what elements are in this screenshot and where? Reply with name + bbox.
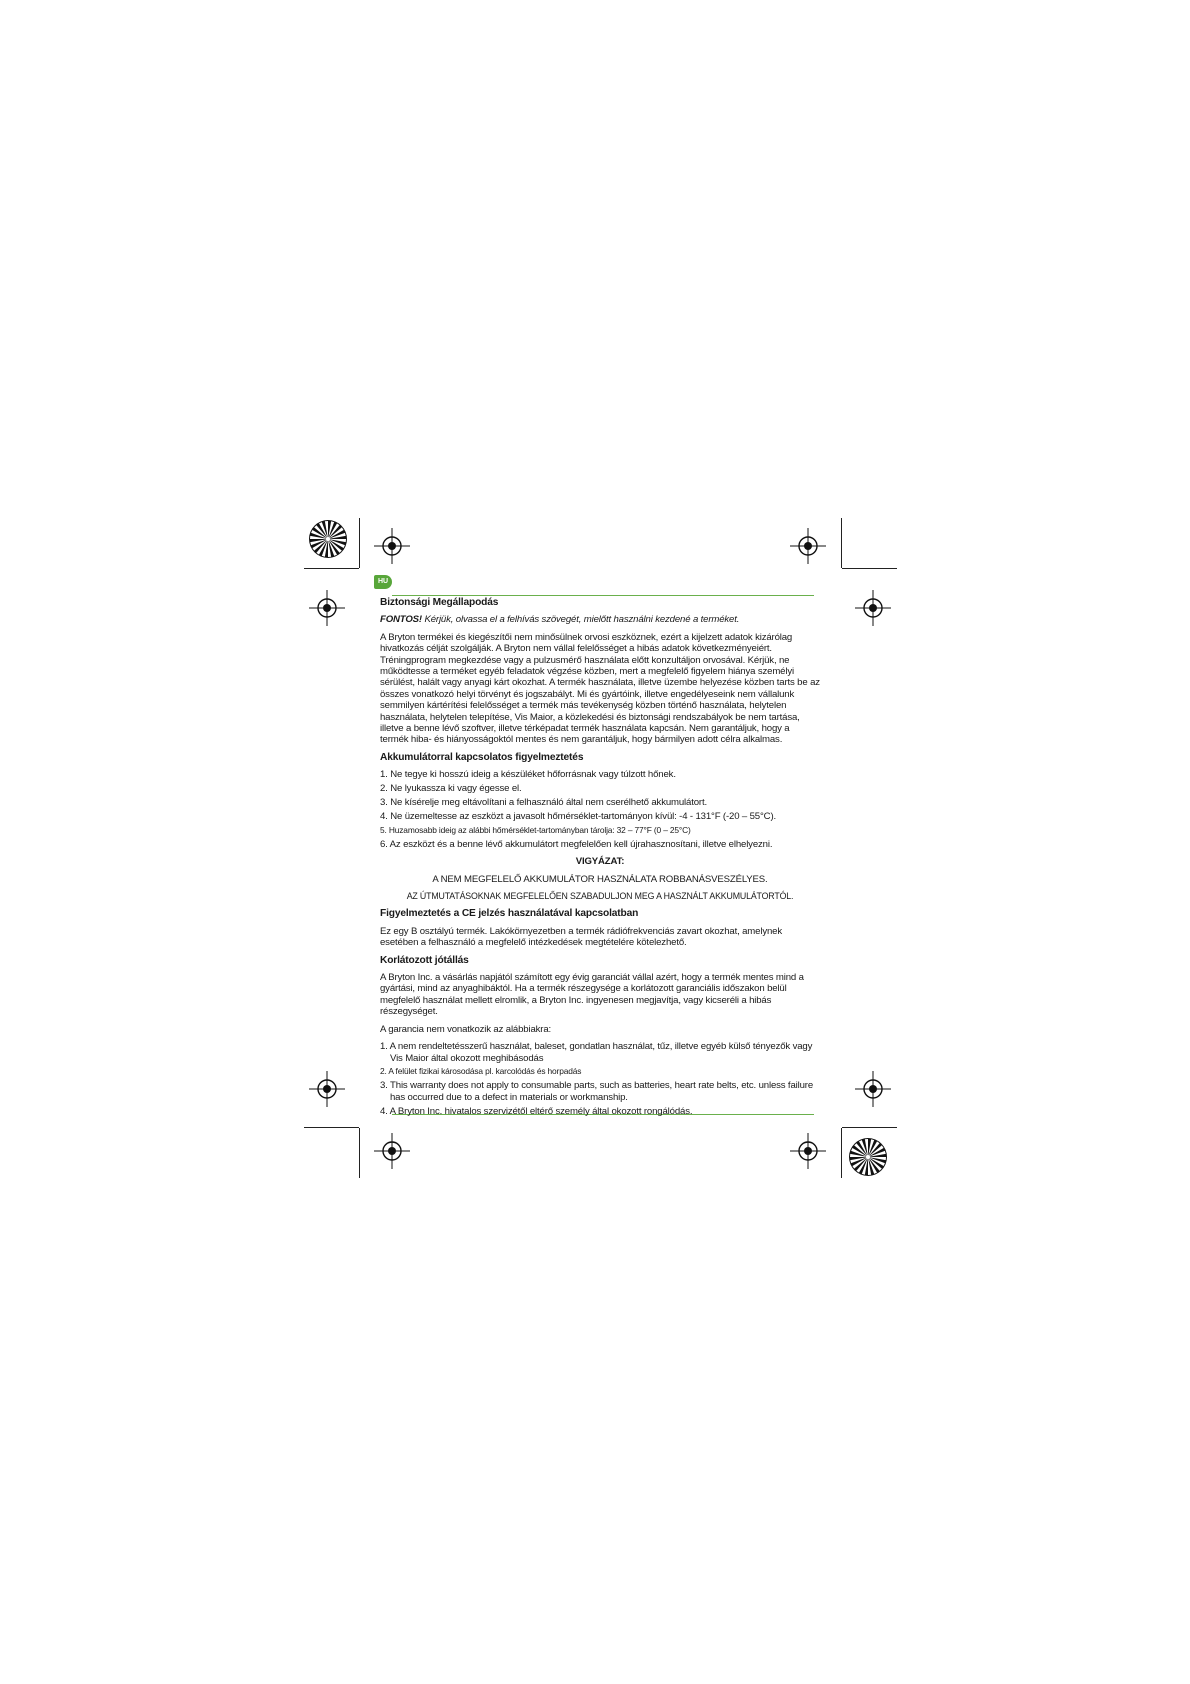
registration-mark-icon — [789, 1132, 827, 1170]
top-rule — [392, 595, 814, 596]
battery-list — [380, 769, 820, 850]
important-text: Kérjük, olvassa el a felhívás szövegét, mielőtt használni kezdené a terméket. — [424, 614, 740, 626]
registration-mark-icon — [373, 527, 411, 565]
crop-line-br-h — [842, 1127, 897, 1128]
crop-line-tr-v — [841, 518, 842, 568]
list-item: 4. Ne üzemeltesse az eszközt a javasolt hőmérséklet-tartományon kívül: -4 - 131°F (-20 – 55°C). — [380, 811, 777, 822]
registration-mark-icon — [854, 589, 892, 627]
star-target-icon — [848, 1137, 888, 1177]
warranty-exclusions-intro: A garancia nem vonatkozik az alábbiakra: — [380, 1023, 552, 1035]
warranty-text: A Bryton Inc. a vásárlás napjától számított egy évig garanciát vállal azért, hogy a termék mentes mind a gyártási, mind az anyaghibáktól. Ha a termék részegysége a korlátozott garanciális időszakon belül megfelelő használat mellett elromlik, a Bryton Inc. ingyenesen megjavítja, vagy kicseréli a hibás részegységet. — [380, 972, 804, 1018]
list-item: 2. A felület fizikai károsodása pl. karcolódás és horpadás — [380, 1066, 582, 1077]
caution-title: VIGYÁZAT: — [575, 856, 625, 868]
important-label: FONTOS! — [380, 614, 422, 626]
language-tag-icon: HU — [374, 575, 392, 589]
ce-text: Ez egy B osztályú termék. Lakókörnyezetben a termék rádiófrekvenciás zavart okozhat, amelynek esetében a felhasználó a megfelelő intézkedések megtételére kötelezhető. — [380, 925, 782, 949]
list-item: 2. Ne lyukassza ki vagy égesse el. — [380, 783, 522, 795]
crop-line-bl-v — [359, 1128, 360, 1178]
intro-paragraph: A Bryton termékei és kiegészítői nem minősülnek orvosi eszköznek, ezért a kijelzett adatok kizárólag hivatkozás célját szolgálják. A Bryton nem vállal felelősséget a hibás adatok következményeiért. Tréningprogram megkezdése vagy a pulzusmérő használata előtt konzultáljon orvosával. Kérjük, ne működtesse a terméket egyéb feladatok végzése közben, mert a megfelelő figyelem hiánya személyi sérülést, halált vagy anyagi kárt okozhat. A termék használata, illetve üzembe helyezése közben tarts be az összes vonatkozó helyi törvényt és jogszabályt. Mi és gyártóink, illetve engedélyeseink nem vállalunk semmilyen kártérítési felelősséget a termék más tevékenység közben történő használata, helytelen használata, helytelen telepítése, Vis Maior, a közlekedési és biztonsági rendszabályok be nem tartása, illetve a benne lévő szoftver, illetve térképadat termék használata kapcsán. Nem garantáljuk, hogy a termék hiba- és hiányosságoktól mentes és nem garantáljuk, hogy bármilyen adott célra alkalmas. — [380, 631, 820, 746]
list-item: 6. Az eszközt és a benne lévő akkumulátort megfelelően kell újrahasznosítani, illetve elhelyezni. — [380, 838, 773, 850]
caution-line-1: A NEM MEGFELELŐ AKKUMULÁTOR HASZNÁLATA ROBBANÁSVESZÉLYES. — [432, 873, 768, 885]
crop-line-bl-h — [304, 1127, 359, 1128]
registration-mark-icon — [854, 1070, 892, 1108]
important-notice — [380, 614, 820, 625]
crop-line-tl-h — [304, 568, 359, 569]
ce-heading: Figyelmeztetés a CE jelzés használatával kapcsolatban — [380, 908, 639, 920]
list-item: 3. This warranty does not apply to consumable parts, such as batteries, heart rate belts, etc. unless failure has occurred due to a defect in materials or workmanship. — [380, 1080, 814, 1103]
battery-heading: Akkumulátorral kapcsolatos figyelmeztetés — [380, 751, 584, 763]
crop-line-tr-h — [842, 568, 897, 569]
list-item: 5. Huzamosabb ideig az alábbi hőmérséklet-tartományban tárolja: 32 – 77°F (0 – 25°C) — [380, 824, 691, 835]
registration-mark-icon — [308, 589, 346, 627]
star-target-icon — [308, 519, 348, 559]
registration-mark-icon — [373, 1132, 411, 1170]
list-item: 1. Ne tegye ki hosszú ideig a készüléket hőforrásnak vagy túlzott hőnek. — [380, 769, 676, 781]
crop-line-br-v — [841, 1128, 842, 1178]
caution-line-2: AZ ÚTMUTATÁSOKNAK MEGFELELŐEN SZABADULJON MEG A HASZNÁLT AKKUMULÁTORTÓL. — [406, 891, 794, 902]
warranty-heading: Korlátozott jótállás — [380, 954, 469, 966]
registration-mark-icon — [789, 527, 827, 565]
page-title: Biztonsági Megállapodás — [380, 597, 499, 608]
list-item: 4. A Bryton Inc. hivatalos szervizétől eltérő személy által okozott rongálódás. — [380, 1105, 693, 1117]
list-item: 3. Ne kísérelje meg eltávolítani a felhasználó által nem cserélhető akkumulátort. — [380, 797, 708, 809]
registration-mark-icon — [308, 1070, 346, 1108]
warranty-exclusions-list — [380, 1041, 820, 1117]
document-body — [380, 597, 820, 1123]
list-item: 1. A nem rendeltetésszerű használat, baleset, gondatlan használat, tűz, illetve egyéb külső tényezők vagy Vis Maior által okozott meghibásodás — [380, 1041, 813, 1064]
crop-line-tl-v — [359, 518, 360, 568]
